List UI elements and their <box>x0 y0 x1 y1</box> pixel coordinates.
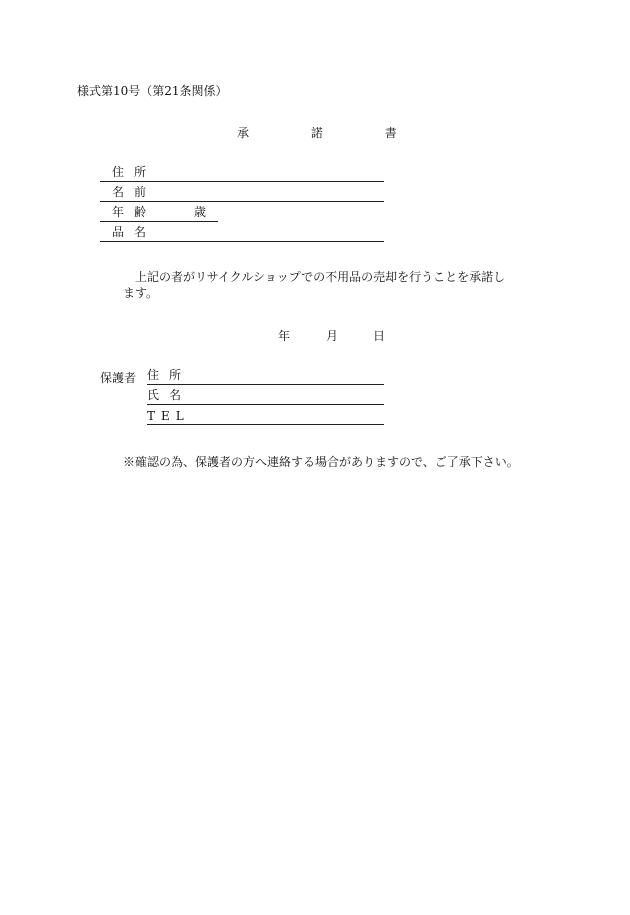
guardian-tel-label: TEL <box>147 409 190 423</box>
statement-line-2: ます。 <box>123 286 159 300</box>
document-title <box>237 124 397 141</box>
name-field[interactable] <box>100 185 384 202</box>
guardian-name-field[interactable] <box>147 388 384 405</box>
age-field[interactable] <box>100 205 218 222</box>
form-number: 様式第10号（第21条関係） <box>77 84 228 98</box>
age-label: 年齢 <box>112 205 157 219</box>
date-day: 日 <box>373 329 386 343</box>
title-char-1: 承 <box>237 126 250 140</box>
name-label: 名前 <box>112 185 157 199</box>
address-label: 住所 <box>112 165 157 179</box>
date-month: 月 <box>326 329 339 343</box>
title-char-2: 諾 <box>310 126 323 140</box>
item-name-label: 品名 <box>112 225 157 239</box>
age-unit: 歳 <box>194 205 207 219</box>
guardian-label: 保護者 <box>100 371 137 385</box>
guardian-address-field[interactable] <box>147 368 384 385</box>
guardian-name-label: 氏名 <box>147 388 192 402</box>
address-field[interactable] <box>100 165 384 182</box>
date-year: 年 <box>278 329 291 343</box>
statement-line-1: 上記の者がリサイクルショップでの不用品の売却を行うことを承諾し <box>135 270 506 284</box>
title-char-3: 書 <box>384 126 397 140</box>
consent-statement <box>123 269 513 301</box>
guardian-address-label: 住所 <box>147 368 192 382</box>
confirmation-note: ※確認の為、保護者の方へ連絡する場合がありますので、ご了承下さい。 <box>123 455 519 469</box>
item-name-field[interactable] <box>100 225 384 242</box>
guardian-tel-field[interactable] <box>147 408 384 425</box>
